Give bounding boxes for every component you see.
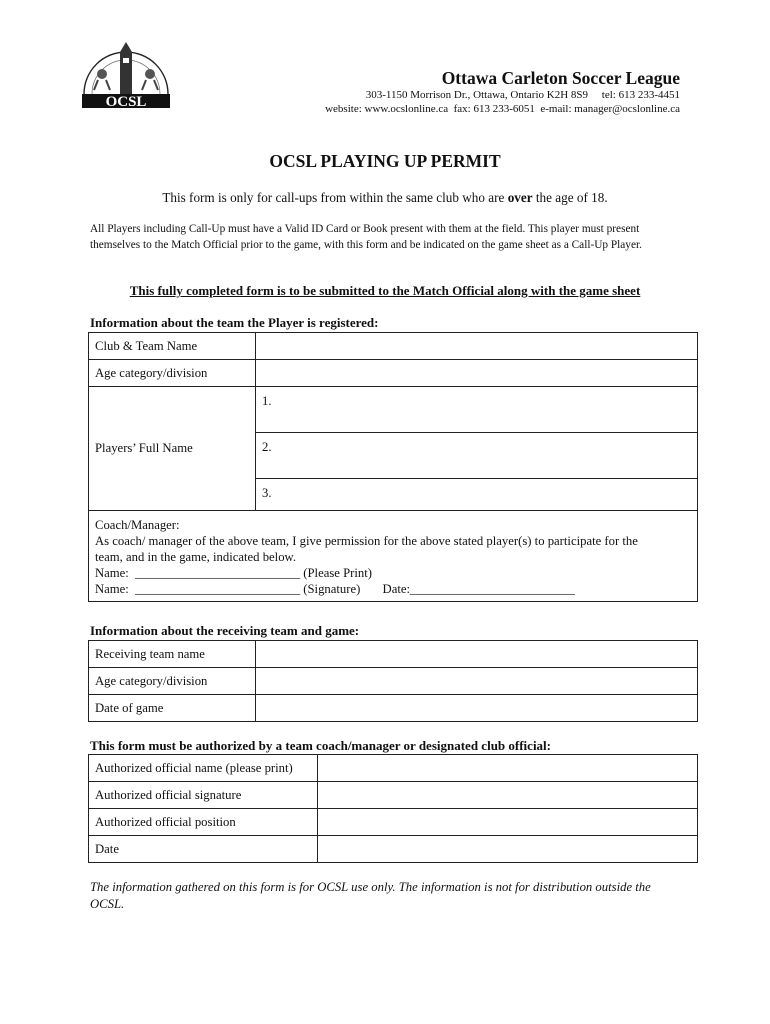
date-of-game-field[interactable]: [256, 695, 698, 722]
receiving-team-label: Receiving team name: [89, 641, 256, 668]
registered-team-table: [88, 332, 698, 602]
submit-note: This fully completed form is to be submitted to the Match Official along with the game sheet: [129, 283, 641, 298]
official-name-field[interactable]: [318, 755, 698, 782]
authorization-table: [88, 754, 698, 863]
ocsl-logo: [78, 40, 174, 110]
privacy-footer-note: The information gathered on this form is for OCSL use only. The information is not for distribution outside the OCSL.: [90, 880, 651, 911]
coach-permission-text: As coach/ manager of the above team, I give permission for the above stated player(s) to participate for the: [95, 534, 638, 548]
player-2-field[interactable]: 2.: [256, 433, 698, 479]
coach-heading: Coach/Manager:: [95, 518, 180, 532]
club-team-label: Club & Team Name: [89, 333, 256, 360]
authorization-date-field[interactable]: [318, 836, 698, 863]
instructions-paragraph: All Players including Call-Up must have a Valid ID Card or Book present with them at the field. This player must present themselves to the Match Official prior to the game, with this form and be indicated on the game sheet as a Call-Up Player.: [90, 223, 642, 251]
logo-text: OCSL: [105, 94, 147, 110]
player-1-field[interactable]: 1.: [256, 387, 698, 433]
authorization-date-label: Date: [89, 836, 318, 863]
form-title: OCSL PLAYING UP PERMIT: [269, 151, 501, 171]
section2-heading: Information about the receiving team and game:: [90, 623, 360, 638]
age-category-field[interactable]: [256, 360, 698, 387]
coach-signature-date-line[interactable]: Name: __________________________ (Signature) Date:__________________________: [95, 582, 575, 596]
receiving-team-field[interactable]: [256, 641, 698, 668]
date-of-game-label: Date of game: [89, 695, 256, 722]
section3-heading: This form must be authorized by a team coach/manager or designated club official:: [90, 738, 551, 753]
org-name: Ottawa Carleton Soccer League: [441, 68, 680, 88]
official-position-label: Authorized official position: [89, 809, 318, 836]
address-line: 303-1150 Morrison Dr., Ottawa, Ontario K2H 8S9 tel: 613 233-4451: [365, 89, 680, 101]
official-signature-field[interactable]: [318, 782, 698, 809]
age-category-label: Age category/division: [89, 360, 256, 387]
official-signature-label: Authorized official signature: [89, 782, 318, 809]
receiving-team-table: [88, 640, 698, 722]
official-name-label: Authorized official name (please print): [89, 755, 318, 782]
coach-permission-text-2: team, and in the game, indicated below.: [95, 550, 297, 564]
contact-line: website: www.ocslonline.ca fax: 613 233-6051 e-mail: manager@ocslonline.ca: [325, 103, 680, 115]
intro-text: This form is only for call-ups from within the same club who are over the age of 18.: [162, 190, 608, 205]
intro-emphasis: over: [507, 190, 533, 205]
receiving-age-field[interactable]: [256, 668, 698, 695]
receiving-age-label: Age category/division: [89, 668, 256, 695]
coach-permission-block: [89, 511, 698, 602]
players-full-name-label: Players’ Full Name: [89, 387, 256, 511]
section1-heading: Information about the team the Player is registered:: [90, 315, 379, 330]
coach-name-print-line[interactable]: Name: __________________________ (Please Print): [95, 566, 372, 580]
official-position-field[interactable]: [318, 809, 698, 836]
club-team-field[interactable]: [256, 333, 698, 360]
player-3-field[interactable]: 3.: [256, 479, 698, 511]
